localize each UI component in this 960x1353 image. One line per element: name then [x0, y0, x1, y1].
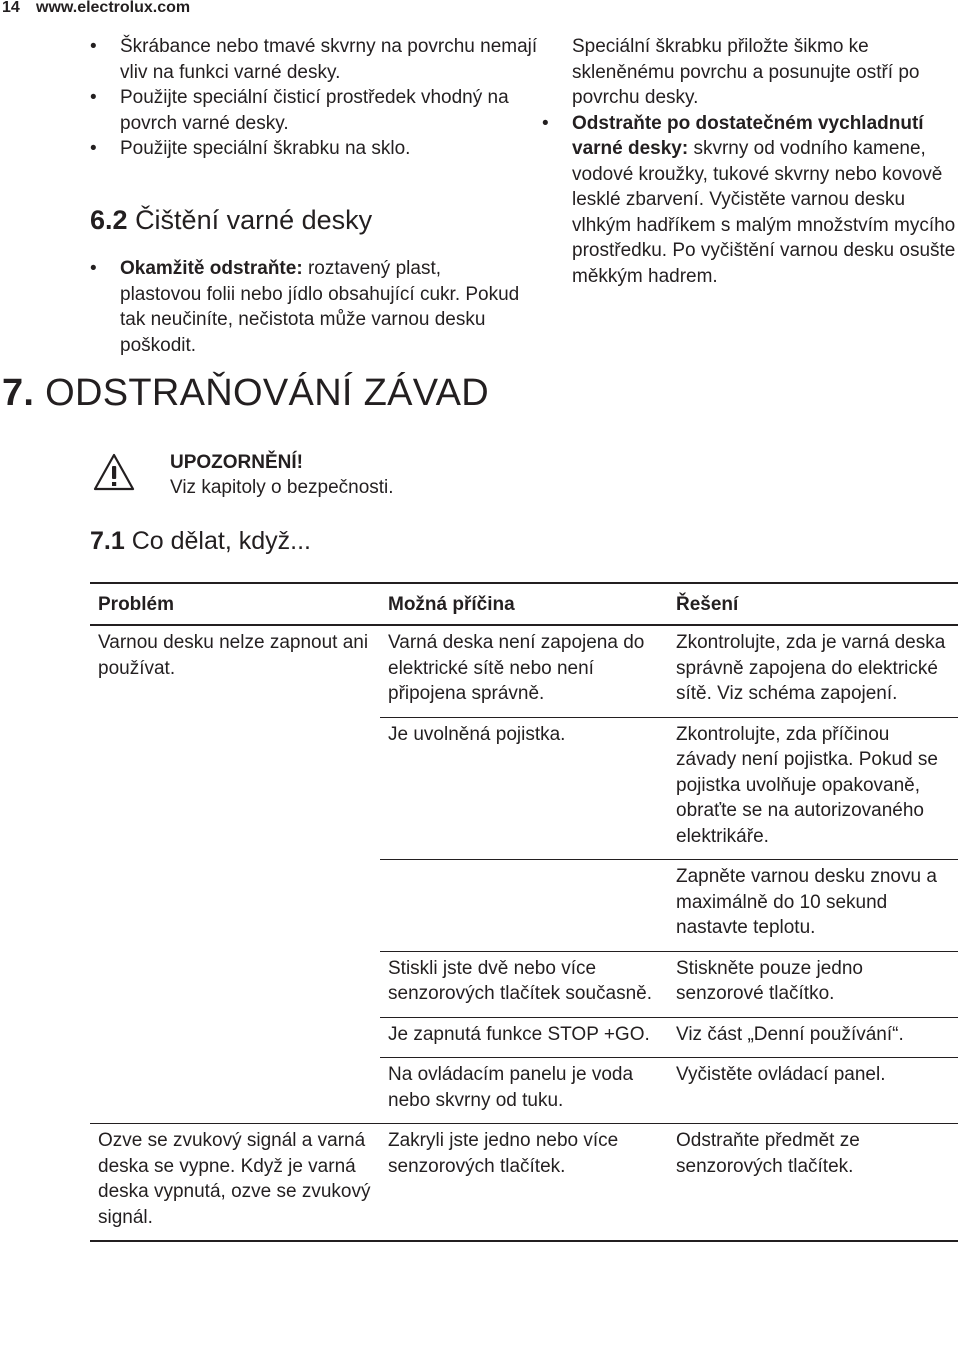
table-row: Varnou desku nelze zapnout ani používat. Varná deska není zapojena do elektrické sítě nebo není připojena správně. Zkontrolujte, zda je varná deska správně zapojena do elektrické sítě. Viz schéma zapojení. [98, 632, 946, 704]
bullet-icon: • [90, 258, 97, 279]
table-row: Stiskli jste dvě nebo více senzorových tlačítek současně. Stiskněte pouze jedno senzorové tlačítko. [90, 951, 958, 1017]
header-cause: Možná příčina [380, 583, 668, 625]
bullet-icon: • [90, 87, 97, 108]
list-item: • Škrábance nebo tmavé skvrny na povrchu nemají vliv na funkci varné desky. [90, 36, 538, 83]
table-row: Je uvolněná pojistka. Zkontrolujte, zda příčinou závady není pojistka. Pokud se pojistka uvolňuje opakovaně, obraťte se na autorizovaného elektrikáře. [90, 717, 958, 860]
warning-title: UPOZORNĚNÍ! [170, 452, 303, 473]
table-row: Zapněte varnou desku znovu a maximálně do 10 sekund nastavte teplotu. [90, 860, 958, 952]
bullet-icon: • [90, 36, 97, 57]
troubleshooting-table [90, 582, 958, 1242]
header-problem: Problém [90, 583, 380, 625]
page-header [2, 0, 190, 17]
right-column [542, 34, 957, 289]
table-header-row [90, 583, 958, 625]
section-heading-7-1: 7.1 Co dělat, když... [90, 527, 311, 555]
warning-text: Viz kapitoly o bezpečnosti. [170, 477, 394, 498]
list-item: • Použijte speciální škrabku na sklo. [120, 136, 540, 162]
table-row: Na ovládacím panelu je voda nebo skvrny od tuku. Vyčistěte ovládací panel. [90, 1058, 958, 1124]
warning-triangle-icon [92, 452, 136, 492]
left-column-bullets [90, 34, 540, 162]
list-item: • Odstraňte po dostatečném vychladnutí varné desky: skvrny od vodního kamene, vodové kroužky, tukové skvrny nebo kovově lesklé zbarvení. Vyčistěte varnou desku vlhkým hadříkem s malým množstvím mycího prostředku. Po vyčištění varnou desku osušte měkkým hadrem. [542, 112, 956, 287]
section-heading-6-2: 6.2 Čištění varné desky [90, 205, 373, 235]
list-item: • Okamžitě odstraňte: roztavený plast, plastovou folii nebo jídlo obsahující cukr. Pokud tak neučiníte, nečistota může varnou desku poškodit. [90, 258, 520, 356]
list-item: • Použijte speciální čisticí prostředek vhodný na povrch varné desky. [90, 87, 509, 134]
header-solution: Řešení [668, 583, 958, 625]
table-row: Ozve se zvukový signál a varná deska se vypne. Když je varná deska vypnutá, ozve se zvukový signál. Zakryli jste jedno nebo více senzorových tlačítek. Odstraňte předmět ze senzorových tlačítek. [90, 1124, 958, 1242]
section-heading-7: 7. ODSTRAŇOVÁNÍ ZÁVAD [2, 372, 490, 414]
bullet-icon: • [90, 138, 97, 159]
warning-box [170, 450, 394, 500]
page-number: 14 [2, 0, 20, 16]
table-row: Je zapnutá funkce STOP +GO. Viz část „Denní používání“. [90, 1017, 958, 1058]
site-url[interactable]: www.electrolux.com [36, 0, 191, 16]
section-6-2-bullets [90, 256, 520, 358]
scraper-text: Speciální škrabku přiložte šikmo ke skleněnému povrchu a posunujte ostří po povrchu desky. [572, 36, 920, 108]
bullet-icon: • [542, 112, 549, 134]
